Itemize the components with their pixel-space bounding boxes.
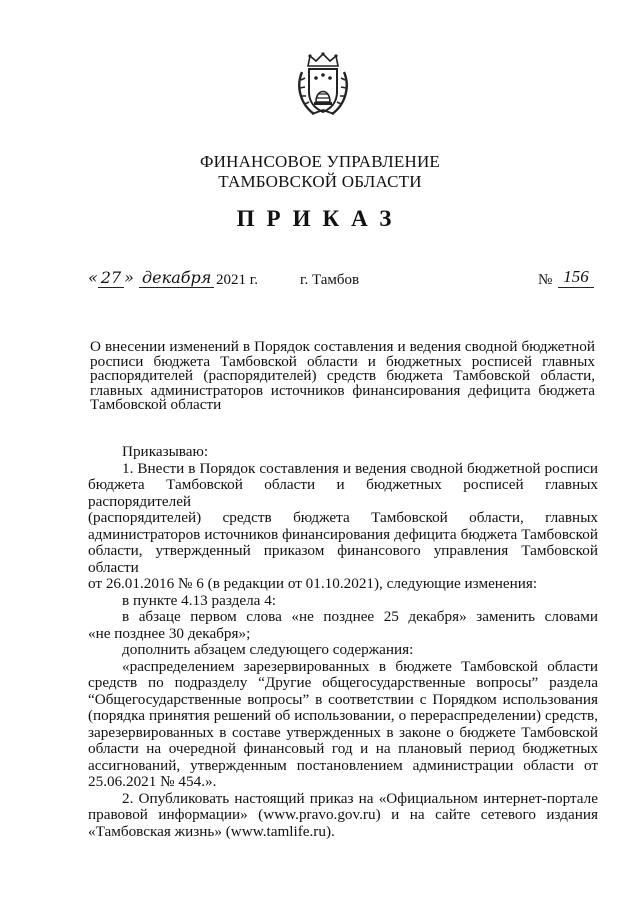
text-line: администраторов источников финансирования дефицита бюджета Тамбовской — [88, 525, 598, 543]
text-line: области на очередной финансовый год и на плановый период бюджетных — [88, 740, 598, 757]
text-line: зарезервированных в составе утвержденных в законе о бюджете Тамбовской — [88, 723, 598, 741]
paragraph-1 — [88, 461, 598, 593]
subject-line: росписи бюджета Тамбовской области и бюджетных росписей главных — [90, 352, 595, 370]
paragraph-6 — [88, 791, 598, 841]
text-line: 2. Опубликовать настоящий приказ на «Официальном интернет-портале — [122, 789, 598, 807]
date-year: 2021 г. — [216, 272, 258, 288]
handwritten-date: « 27 » декабря — [88, 268, 214, 288]
date-month: декабря — [139, 268, 214, 288]
text-line: от 26.01.2016 № 6 (в редакции от 01.10.2021), следующие изменения: — [88, 575, 538, 592]
subject-line: Тамбовской области — [90, 396, 222, 414]
paragraph-4: дополнить абзацем следующего содержания: — [122, 641, 414, 658]
text-line: 25.06.2021 № 454.». — [88, 773, 217, 790]
paragraph-5 — [88, 659, 598, 791]
subject-line: распорядителей (распорядителей) средств бюджета Тамбовской области, — [90, 367, 595, 385]
order-body — [88, 444, 598, 840]
subject-line: О внесении изменений в Порядок составления и ведения сводной бюджетной — [90, 338, 595, 355]
org-name-line2: ТАМБОВСКОЙ ОБЛАСТИ — [218, 172, 422, 191]
paragraph-3 — [88, 609, 598, 642]
text-line: «не позднее 30 декабря»; — [88, 624, 251, 642]
text-line: (порядка принятия решений об использовании, о перераспределении) средств, — [88, 707, 598, 724]
city: г. Тамбов — [300, 272, 360, 288]
order-subject — [90, 340, 595, 413]
paragraph-2: в пункте 4.13 раздела 4: — [122, 591, 277, 609]
text-line: “Общегосударственные вопросы” в соответствии с Порядком использования — [88, 690, 598, 708]
number-label: № — [538, 272, 553, 288]
text-line: ассигнований, утвержденным постановлением администрации области от — [88, 756, 598, 774]
text-line: в абзаце первом слова «не позднее 25 декабря» заменить словами — [122, 608, 598, 625]
text-line: правовой информации» (www.pravo.gov.ru) и на сайте сетевого издания — [88, 806, 598, 823]
text-line: средств по подразделу “Другие общегосударственные вопросы” раздела — [88, 674, 598, 691]
document-type-title: ПРИКАЗ — [236, 206, 404, 231]
tambov-coat-of-arms-icon — [296, 52, 350, 118]
date-day: 27 — [98, 268, 124, 288]
body-intro: Приказываю: — [122, 443, 209, 460]
date-line — [0, 267, 640, 300]
text-line: бюджета Тамбовской области и бюджетных росписей главных распорядителей — [88, 476, 598, 510]
subject-line: главных администраторов источников финансирования дефицита бюджета — [90, 381, 595, 399]
handwritten-number: 156 — [558, 267, 594, 288]
org-name-line1: ФИНАНСОВОЕ УПРАВЛЕНИЕ — [199, 152, 441, 171]
text-line: «распределением зарезервированных в бюджете Тамбовской области — [122, 657, 598, 675]
text-line: области, утвержденный приказом финансового управления Тамбовской области — [88, 542, 598, 576]
text-line: 1. Внести в Порядок составления и ведения сводной бюджетной росписи — [122, 459, 598, 477]
text-line: «Тамбовская жизнь» (www.tamlife.ru). — [88, 822, 335, 840]
text-line: (распорядителей) средств бюджета Тамбовской области, главных — [88, 509, 598, 526]
